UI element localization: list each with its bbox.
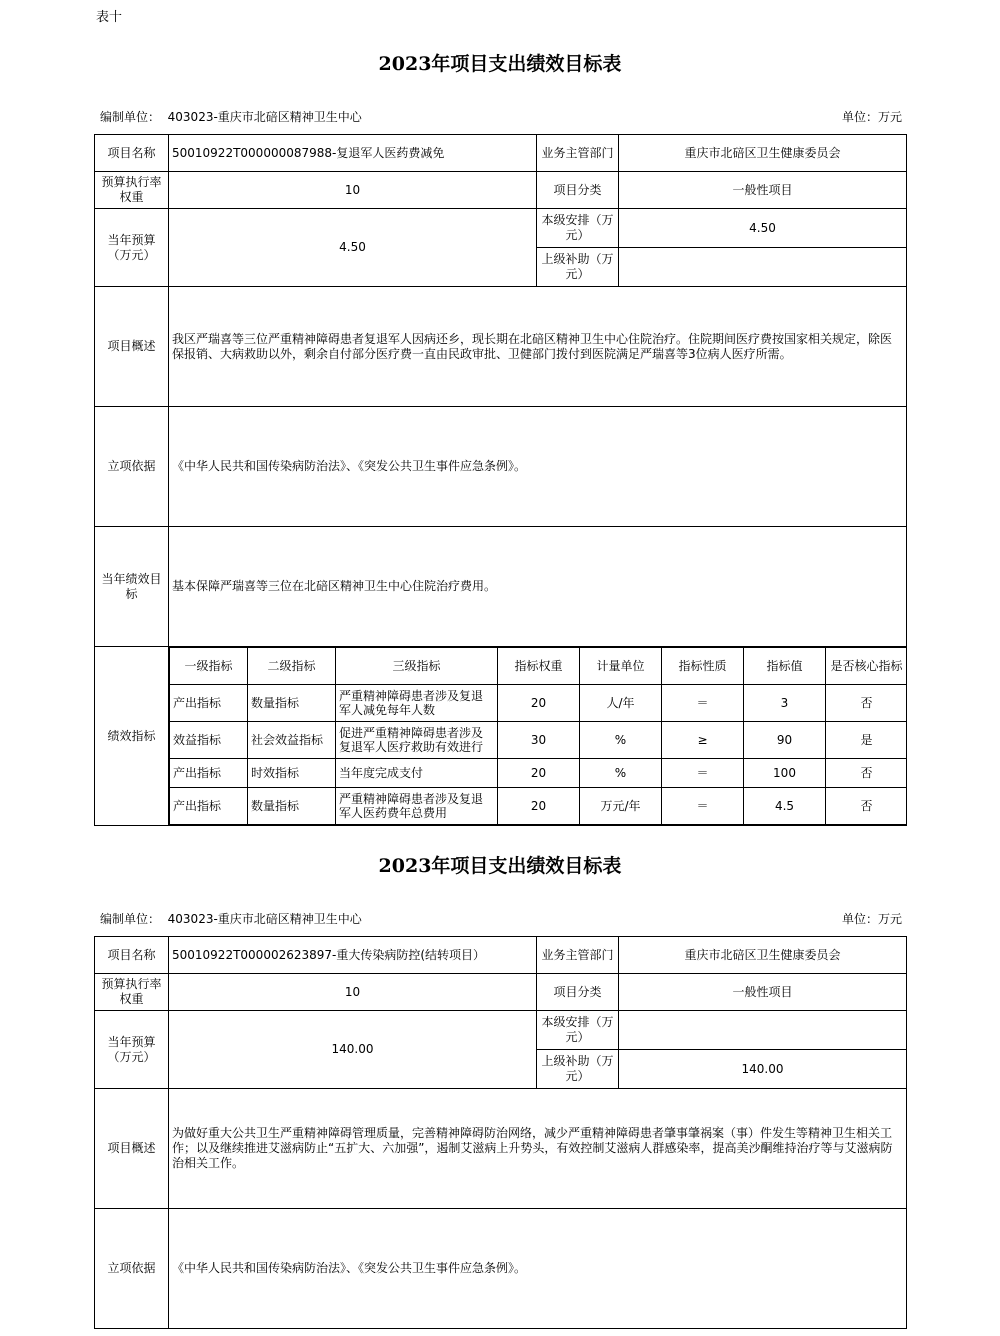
- indicator-level1: 产出指标: [170, 788, 248, 825]
- indicator-weight: 20: [498, 788, 580, 825]
- indicator-unit: 万元/年: [580, 788, 662, 825]
- local-value: 4.50: [619, 209, 907, 248]
- indicator-nature: ＝: [662, 759, 744, 788]
- indicator-level1: 产出指标: [170, 685, 248, 722]
- label-dept: 业务主管部门: [537, 135, 619, 172]
- label-exec-weight: 预算执行率权重: [95, 172, 169, 209]
- label-superior: 上级补助（万元）: [537, 1050, 619, 1089]
- indicator-level3: 当年度完成支付: [336, 759, 498, 788]
- indicator-level3: 促进严重精神障碍患者涉及复退军人医疗救助有效进行: [336, 722, 498, 759]
- indicator-header: 是否核心指标: [826, 648, 907, 685]
- indicator-core: 否: [826, 759, 907, 788]
- label-budget: 当年预算（万元）: [95, 1011, 169, 1089]
- indicator-header: 指标性质: [662, 648, 744, 685]
- org-line: [100, 108, 362, 125]
- page-title-2: 2023年项目支出绩效目标表: [378, 855, 622, 877]
- org-label: 编制单位：: [100, 110, 161, 124]
- indicators-table: [169, 647, 907, 825]
- indicator-level1: 效益指标: [170, 722, 248, 759]
- unit-label: 单位：万元: [841, 110, 902, 124]
- label-project-name: 项目名称: [95, 135, 169, 172]
- corner-label: 表十: [96, 10, 123, 25]
- goal-value: 基本保障严瑞喜等三位在北碚区精神卫生中心住院治疗费用。: [169, 527, 907, 647]
- indicator-header: 指标权重: [498, 648, 580, 685]
- indicator-nature: ≥: [662, 722, 744, 759]
- indicator-nature: ＝: [662, 685, 744, 722]
- budget-value: 140.00: [169, 1011, 537, 1089]
- indicator-nature: ＝: [662, 788, 744, 825]
- label-exec-weight: 预算执行率权重: [95, 974, 169, 1011]
- indicator-unit: %: [580, 722, 662, 759]
- indicator-header: 一级指标: [170, 648, 248, 685]
- indicator-value: 90: [744, 722, 826, 759]
- performance-table-2: [94, 936, 907, 1329]
- org-value: 403023-重庆市北碚区精神卫生中心: [167, 110, 362, 124]
- table-row: [170, 788, 907, 825]
- performance-table-1: [94, 134, 907, 826]
- label-basis: 立项依据: [95, 407, 169, 527]
- label-superior: 上级补助（万元）: [537, 248, 619, 287]
- indicator-header: 计量单位: [580, 648, 662, 685]
- project-name-value: 50010922T000000087988-复退军人医药费减免: [169, 135, 537, 172]
- indicator-weight: 20: [498, 685, 580, 722]
- basis-value: 《中华人民共和国传染病防治法》、《突发公共卫生事件应急条例》。: [169, 407, 907, 527]
- label-category: 项目分类: [537, 172, 619, 209]
- indicator-value: 100: [744, 759, 826, 788]
- label-category: 项目分类: [537, 974, 619, 1011]
- indicator-header: 二级指标: [248, 648, 336, 685]
- unit-label-2: 单位：万元: [841, 912, 902, 926]
- org-line-2: [100, 910, 362, 927]
- indicator-weight: 30: [498, 722, 580, 759]
- label-goal: 当年绩效目标: [95, 527, 169, 647]
- superior-value: 140.00: [619, 1050, 907, 1089]
- org-value: 403023-重庆市北碚区精神卫生中心: [167, 912, 362, 926]
- table-row: [170, 685, 907, 722]
- indicator-unit: %: [580, 759, 662, 788]
- table-row: [170, 722, 907, 759]
- label-indicators: 绩效指标: [95, 647, 169, 826]
- indicator-value: 3: [744, 685, 826, 722]
- exec-weight-value: 10: [169, 974, 537, 1011]
- indicator-value: 4.5: [744, 788, 826, 825]
- label-budget: 当年预算（万元）: [95, 209, 169, 287]
- label-local: 本级安排（万元）: [537, 1011, 619, 1050]
- dept-value: 重庆市北碚区卫生健康委员会: [619, 937, 907, 974]
- budget-value: 4.50: [169, 209, 537, 287]
- label-basis: 立项依据: [95, 1209, 169, 1329]
- label-local: 本级安排（万元）: [537, 209, 619, 248]
- table-row: [170, 759, 907, 788]
- indicator-level2: 社会效益指标: [248, 722, 336, 759]
- indicator-core: 否: [826, 685, 907, 722]
- exec-weight-value: 10: [169, 172, 537, 209]
- indicator-core: 否: [826, 788, 907, 825]
- basis-value: 《中华人民共和国传染病防治法》、《突发公共卫生事件应急条例》。: [169, 1209, 907, 1329]
- indicator-level2: 数量指标: [248, 788, 336, 825]
- label-dept: 业务主管部门: [537, 937, 619, 974]
- indicator-level3: 严重精神障碍患者涉及复退军人医药费年总费用: [336, 788, 498, 825]
- page-title: 2023年项目支出绩效目标表: [378, 53, 622, 75]
- org-label: 编制单位：: [100, 912, 161, 926]
- indicator-weight: 20: [498, 759, 580, 788]
- indicator-header: 三级指标: [336, 648, 498, 685]
- project-name-value: 50010922T000002623897-重大传染病防控(结转项目）: [169, 937, 537, 974]
- indicator-level2: 数量指标: [248, 685, 336, 722]
- label-overview: 项目概述: [95, 1089, 169, 1209]
- indicator-level3: 严重精神障碍患者涉及复退军人减免每年人数: [336, 685, 498, 722]
- indicator-level2: 时效指标: [248, 759, 336, 788]
- indicator-unit: 人/年: [580, 685, 662, 722]
- indicators-cell: [169, 647, 907, 826]
- label-project-name: 项目名称: [95, 937, 169, 974]
- overview-value: 我区严瑞喜等三位严重精神障碍患者复退军人因病还乡，现长期在北碚区精神卫生中心住院治疗。住院期间医疗费按国家相关规定，除医保报销、大病救助以外，剩余自付部分医疗费一直由民政审批、卫健部门拨付到医院满足严瑞喜等3位病人医疗所需。: [169, 287, 907, 407]
- superior-value: [619, 248, 907, 287]
- overview-value: 为做好重大公共卫生严重精神障碍管理质量，完善精神障碍防治网络，减少严重精神障碍患者肇事肇祸案（事）件发生等精神卫生相关工作；以及继续推进艾滋病防止“五扩大、六加强”，遏制艾滋病上升势头，有效控制艾滋病人群感染率，提高美沙酮维持治疗等与艾滋病防治相关工作。: [169, 1089, 907, 1209]
- indicator-level1: 产出指标: [170, 759, 248, 788]
- label-overview: 项目概述: [95, 287, 169, 407]
- indicator-header: 指标值: [744, 648, 826, 685]
- dept-value: 重庆市北碚区卫生健康委员会: [619, 135, 907, 172]
- local-value: [619, 1011, 907, 1050]
- category-value: 一般性项目: [619, 172, 907, 209]
- indicator-core: 是: [826, 722, 907, 759]
- category-value: 一般性项目: [619, 974, 907, 1011]
- indicator-header-row: [170, 648, 907, 685]
